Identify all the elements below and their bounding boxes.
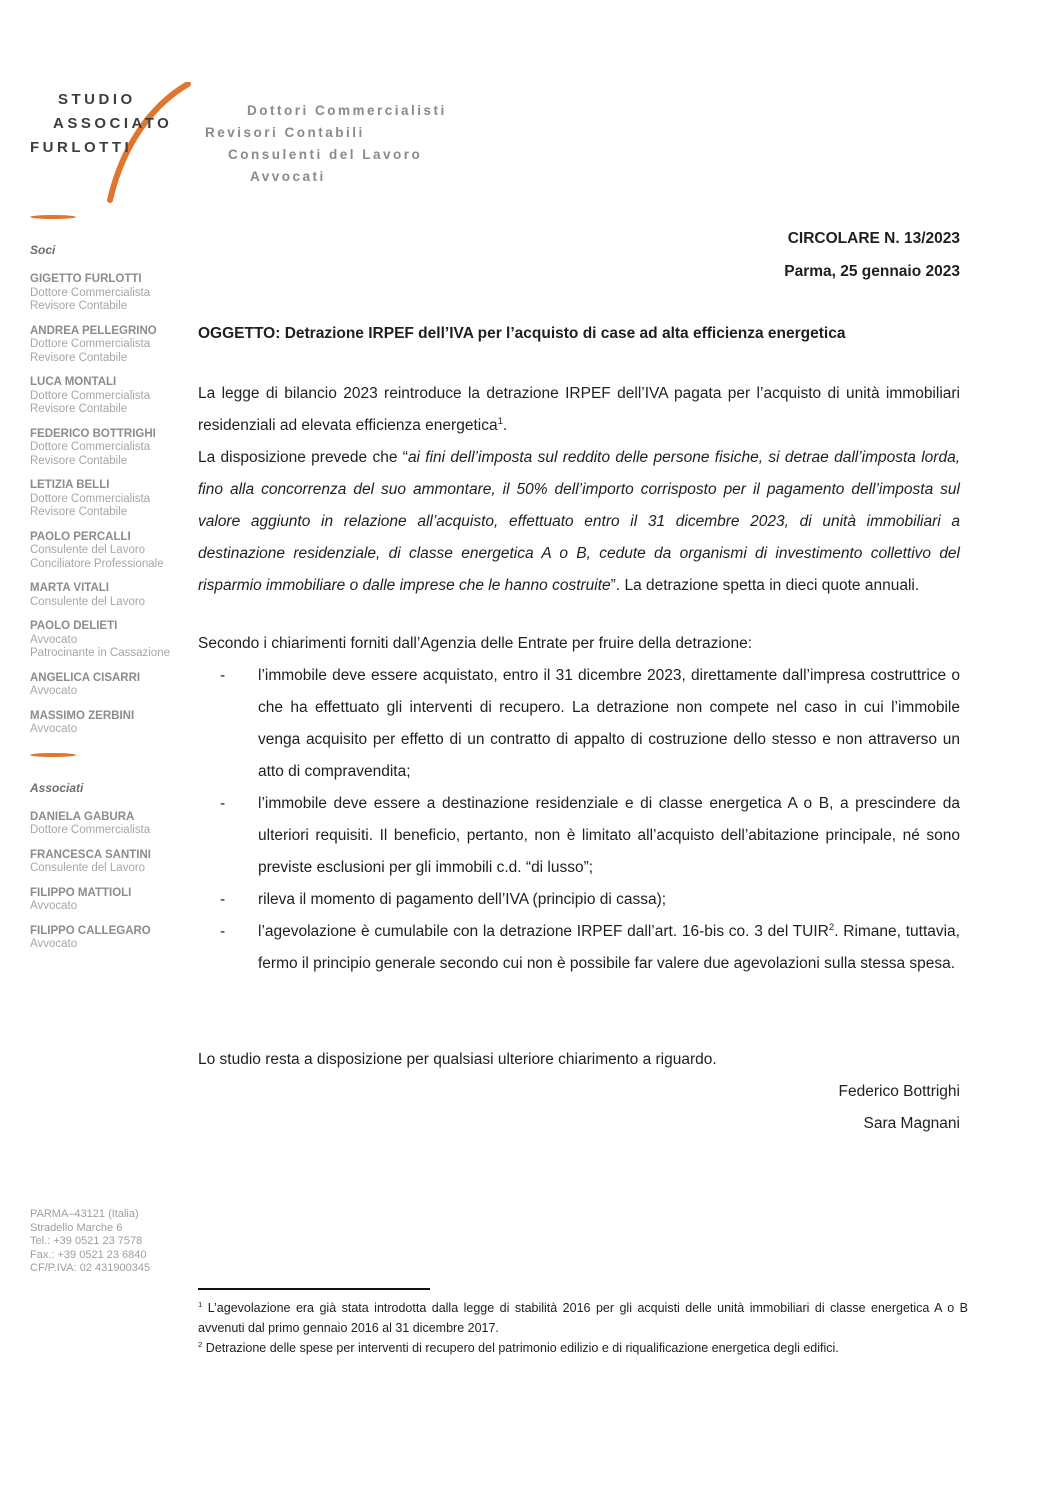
circolare-number: CIRCOLARE N. 13/2023 <box>787 230 960 247</box>
bullet4-text-end: . Rimane, tuttavia, fermo il principio generale secondo cui non è possibile far valere due agevolazioni sulla stessa spesa. <box>258 923 960 972</box>
contact-fax: Fax.: +39 0521 23 6840 <box>30 1248 147 1261</box>
person-role: Avvocato <box>30 723 78 735</box>
closing-line: Lo studio resta a disposizione per qualsiasi ulteriore chiarimento a riguardo. <box>198 1051 717 1068</box>
person-name: FEDERICO BOTTRIGHI <box>30 427 156 440</box>
list-item <box>30 620 190 661</box>
quote-lead-in: La disposizione prevede che “ <box>198 449 408 466</box>
footnote-2-text: Detrazione delle spese per interventi di recupero del patrimonio edilizio e di riqualificazione energetica degli edifici. <box>202 1341 839 1355</box>
list-item <box>30 273 190 314</box>
service-dottori-commercialisti: Dottori Commercialisti <box>247 103 447 118</box>
paragraph-quote <box>198 442 960 602</box>
person-name: FILIPPO CALLEGARO <box>30 924 151 937</box>
contact-street: Stradello Marche 6 <box>30 1221 123 1234</box>
footnote-2-ref: 2 <box>198 1339 203 1349</box>
soci-section-label: Soci <box>30 243 56 257</box>
person-name: MASSIMO ZERBINI <box>30 709 135 722</box>
person-role: Consulente del Lavoro <box>30 862 146 874</box>
footnote-1 <box>198 1298 968 1338</box>
contact-vat: CF/P.IVA: 02 431900345 <box>30 1262 151 1274</box>
letter-body <box>198 222 960 1140</box>
person-role: Avvocato <box>30 633 78 646</box>
person-name: DANIELA GABURA <box>30 810 135 823</box>
list-item <box>30 479 190 520</box>
services-list <box>205 100 447 188</box>
footnote-ref-2: 2 <box>828 921 835 933</box>
footnote-separator <box>198 1288 430 1290</box>
person-name: FILIPPO MATTIOLI <box>30 886 132 899</box>
paragraph-intro-period: . <box>502 417 508 434</box>
list-item <box>30 811 190 838</box>
paragraph-chiarimenti: Secondo i chiarimenti forniti dall’Agenzia delle Entrate per fruire della detrazione: <box>198 635 753 652</box>
signature-1: Federico Bottrighi <box>838 1083 960 1100</box>
person-name: LUCA MONTALI <box>30 376 117 388</box>
person-role: Avvocato <box>30 685 78 697</box>
service-avvocati: Avvocati <box>250 169 326 184</box>
person-name: GIGETTO FURLOTTI <box>30 273 142 285</box>
orange-divider <box>30 215 76 219</box>
logo-line-3: FURLOTTI <box>30 139 133 156</box>
person-role: Dottore Commercialista <box>30 441 151 453</box>
quoted-law-text: ai fini dell’imposta sul reddito delle persone fisiche, si detrae dall’imposta lorda, fino alla concorrenza del suo ammontare, il 50% dell’importo corrisposto per il pagamento dell’imposta sul valore aggiunto in relazione all’acquisto, effettuato entro il 31 dicembre 2023, di unità immobiliari a destinazione residenziale, di classe energetica A o B, cedute da organismi di investimento collettivo del risparmio immobiliare o dalle imprese che le hanno costruite <box>198 449 960 594</box>
service-consulenti-lavoro: Consulenti del Lavoro <box>228 147 423 162</box>
person-role: Dottore Commercialista <box>30 338 151 350</box>
contact-block <box>30 1208 150 1276</box>
person-name: PAOLO PERCALLI <box>30 530 131 543</box>
quote-close: ”. La detrazione spetta in dieci quote annuali. <box>610 577 920 594</box>
orange-divider <box>30 753 76 757</box>
person-role: Avvocato <box>30 900 78 912</box>
person-name: MARTA VITALI <box>30 582 109 594</box>
person-role: Avvocato <box>30 938 78 950</box>
signature-2: Sara Magnani <box>863 1115 960 1132</box>
person-role: Dottore Commercialista <box>30 824 151 836</box>
list-item <box>198 916 960 980</box>
paragraph-intro-text: La legge di bilancio 2023 reintroduce la detrazione IRPEF dell’IVA pagata per l’acquisto di unità immobiliari residenziali ad elevata efficienza energetica <box>198 385 960 434</box>
sidebar <box>30 215 190 963</box>
soci-list <box>30 273 190 737</box>
person-role: Patrocinante in Cassazione <box>30 647 170 659</box>
person-role: Revisore Contabile <box>30 300 128 312</box>
person-role: Revisore Contabile <box>30 351 128 364</box>
person-role: Consulente del Lavoro <box>30 544 146 556</box>
footnote-1-ref: 1 <box>198 1299 203 1309</box>
footnote-1-text: L’agevolazione era già stata introdotta dalla legge di stabilità 2016 per gli acquisti delle unità immobiliari di classe energetica A o B avvenuti dal primo gennaio 2016 al 31 dicembre 2017. <box>198 1301 968 1335</box>
list-item <box>30 531 190 572</box>
person-role: Dottore Commercialista <box>30 286 151 299</box>
list-item <box>30 849 190 876</box>
list-item <box>30 582 190 609</box>
person-role: Revisore Contabile <box>30 454 128 467</box>
footnotes-section <box>198 1288 968 1358</box>
list-item <box>30 925 190 952</box>
contact-city: PARMA–43121 (Italia) <box>30 1208 139 1220</box>
list-item <box>30 376 190 417</box>
person-role: Revisore Contabile <box>30 506 128 518</box>
person-role: Dottore Commercialista <box>30 492 151 505</box>
person-name: PAOLO DELIETI <box>30 620 118 632</box>
person-role: Conciliatore Professionale <box>30 557 164 570</box>
person-role: Consulente del Lavoro <box>30 595 146 608</box>
person-role: Revisore Contabile <box>30 403 128 415</box>
footnote-ref-1: 1 <box>497 415 503 427</box>
paragraph-intro <box>198 378 960 442</box>
service-revisori-contabili: Revisori Contabili <box>205 125 365 140</box>
bullet4-text: l’agevolazione è cumulabile con la detrazione IRPEF dall’art. 16-bis co. 3 del TUIR <box>258 923 829 940</box>
associati-list <box>30 811 190 952</box>
studio-logo <box>30 88 240 218</box>
list-item: - l’immobile deve essere acquistato, entro il 31 dicembre 2023, direttamente dall’impresa costruttrice o che ha effettuato gli interventi di recupero. La detrazione non compete nel caso in cui l’immobile venga acquisito per effetto di un contratto di appalto di costruzione dello stesso e non attraverso un atto di compravendita; <box>198 660 960 788</box>
logo-line-1: STUDIO <box>58 91 136 108</box>
logo-line-2: ASSOCIATO <box>53 115 173 132</box>
circolare-date: Parma, 25 gennaio 2023 <box>784 263 960 280</box>
person-name: ANGELICA CISARRI <box>30 671 141 684</box>
clarifications-list <box>198 660 960 980</box>
list-item <box>30 710 190 737</box>
person-role: Dottore Commercialista <box>30 389 151 402</box>
list-item <box>30 428 190 469</box>
list-item <box>30 672 190 699</box>
list-item <box>30 887 190 914</box>
footnote-2 <box>198 1338 968 1358</box>
oggetto-subject-line: OGGETTO: Detrazione IRPEF dell’IVA per l’acquisto di case ad alta efficienza energetica <box>198 325 846 342</box>
person-name: ANDREA PELLEGRINO <box>30 324 157 337</box>
list-item <box>30 325 190 366</box>
contact-tel: Tel.: +39 0521 23 7578 <box>30 1235 143 1247</box>
person-name: LETIZIA BELLI <box>30 479 110 491</box>
list-item: - rileva il momento di pagamento dell’IVA (principio di cassa); <box>198 884 960 916</box>
associati-section-label: Associati <box>30 780 84 795</box>
list-item: - l’immobile deve essere a destinazione residenziale e di classe energetica A o B, a prescindere da ulteriori requisiti. Il beneficio, pertanto, non è limitato all’acquisto dell’abitazione principale, né sono previste esclusioni per gli immobili c.d. “di lusso”; <box>198 788 960 884</box>
person-name: FRANCESCA SANTINI <box>30 848 151 861</box>
